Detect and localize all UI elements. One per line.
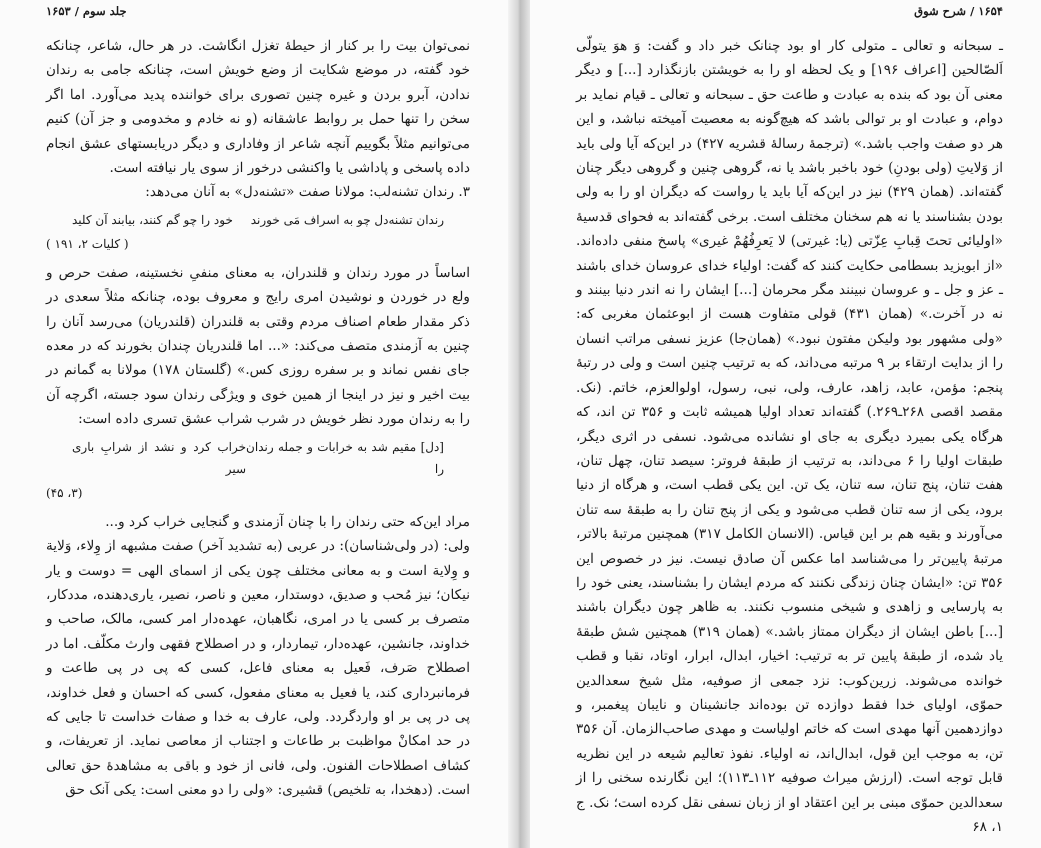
running-head: ۱۶۵۴ / شرح شوق [914, 4, 1003, 18]
paragraph: نمی‌توان بیت را بر کنار از حیطهٔ تغزل انگاشت. در هر حال، شاعر، چنانکه خود گفته، در موضع شکایت از وضع خویش است، چنانکه جامی به رندان ندادن، آبرو بردن و غیره چنین تصوری برای خواننده پدید می‌آورد. اما اگر سخن را تنها حمل بر روابط عاشقانه (و نه خادم و مخدومی و جز آن) کنیم می‌توانیم مثلاً بگوییم آنچه شاعر از وفاداری و دیگر دریابستهای عشق انجام داده پاسخی و پاداشی یا واکنشی درخور از سوی یار نیافته است. [46, 38, 470, 177]
left-page [0, 0, 508, 848]
body-text [576, 34, 1003, 839]
verse [46, 432, 470, 480]
hemistich: رندان تشنه‌دل چو به اسراف مَی خورند [250, 212, 444, 227]
body-text [46, 34, 470, 803]
running-head: جلد سوم / ۱۶۵۳ [46, 4, 127, 18]
verse-citation: (۳، ۴۵) [46, 485, 83, 500]
paragraph: اساساً در مورد رندان و قلندران، به معنای منفیِ نخستینه، صفت حرص و ولع در خوردن و نوشیدن امری رایج و معروف بوده، چنانکه مثلاً سعدی در ذکر مقدار طعام اصناف مردم وقتی به قلندران (قلندریان) می‌رسد آنان را چنین به آزمندی متصف می‌کند: «... اما قلندریان چندان بخورند که در معده جای نفس نماند و بر سفره روزی کس.» (گلستان ۱۷۸) مولانا به گمانم در بیت اخیر و نیز در اینجا از همین خوی و ویژگی رندان سود جسته، اگرچه آن را به رندان مورد نظر خویش در شرب شراب عشق تسری داده است: [46, 264, 470, 428]
hemistich: خراب کرد و نشد از شرابِ باری سیر [72, 439, 247, 476]
verse [46, 205, 470, 231]
paragraph: ولی: (در ولی‌شناسان): در عربی (به تشدید آخر) صفت مشبهه از وِلاء، وَلایة و وِلایة است و به معانی مختلف چون یکی از اسمای الهی = دوست و یار نیکان؛ نیز مُحب و صدیق، دوستدار، معین و ناصر، نصیر، یاری‌دهنده، مددکار، متصرف بر کسی یا در امری، نگاهبان، عهده‌دار امر کسی، مالک، صاحب و خداوند، جانشین، عهده‌دار، تیماردار، و در اصطلاح فقهی وارث مکلّف. اما در اصطلاح صَرف، فَعیل به معنای فاعل، کسی که پی در پی طاعت و فرمانبرداری کند، یا فعیل به معنای مفعول، کسی که احسان و فعل خداوند، پی در پی بر او واردگردد. ولی، عارف به خدا و صفات خداست تا جایی که در حد امکانْ مواظبت بر طاعات و اجتناب از معاصی نماید. از تعریفات، و کشاف اصطلاحات الفنون. ولی، فانی از خود و باقی به مشاهدهٔ حق تعالی است. (دهخدا، به تلخیص) قشیری: «ولی را دو معنی است: یکی آنک حق [46, 538, 470, 799]
hemistich: [دل] مقیم شد به خرابات و جمله رندان را [246, 439, 444, 476]
book-gutter [508, 0, 530, 848]
paragraph: ۳. رندان تشنه‌لب: مولانا صفت «تشنه‌دل» به آنان می‌دهد: [145, 184, 470, 201]
verse-citation: ( کلیات ۲، ۱۹۱ ) [46, 236, 129, 251]
right-page [530, 0, 1041, 848]
paragraph: ـ سبحانه و تعالی ـ متولی کار او بود چنانک خبر داد و گفت: وَ هوَ یتولّی اَلصّالحین [اعراف ۱۹۶] و یک لحظه او را به خویشتن بازنگذارد [...] و دیگر معنی آن بود که بنده به عبادت و طاعت حق ـ سبحانه و تعالی ـ قیام نماید بر دوام، و عبادت او بر توالی باشد که هیچ‌گونه به معصیت آمیخته نباشد، و این هر دو صفت واجب باشد.» (ترجمهٔ رسالهٔ قشریه ۴۲۷) در این‌که آیا ولی باید از وَلایتِ (ولی بودنِ) خود باخبر باشد یا نه، گروهی چنین و گروهی دیگر چنان گفته‌اند. (همان ۴۲۹) نیز در این‌که آیا باید یا رواست که دیگران او را به ولی بودن بشناسند یا نه هم سخنان مختلف است. برخی گفته‌اند به فحوای قدسیهٔ «اولیائی تحتَ قِبابِ عِزّتی (یا: غیرتی) لا یَعرِفُهُمْ غیری» پاسخ منفی داده‌اند. «از ابویزید بسطامی حکایت کنند که گفت: اولیاء خدای عروسان خدای باشند ـ عز و جل ـ و عروسان نبینند مگر محرمان [...] ایشان را نه اندر دنیا بینند و نه در آخرت.» (همان ۴۳۱) قولی متفاوت هست از ابوعثمان مغربی که: «ولی مشهور بود ولیکن مفتون نبود.» (همان‌جا) عزیز نسفی مراتب انسان را از بدایت ارتقاء بر ۹ مرتبه می‌داند، که به ترتیب چنین است و ولی در رتبهٔ پنجم: مؤمن، عابد، زاهد، عارف، ولی، نبی، رسول، اولوالعزم، خاتم. (نک. مقصد اقصی ۲۶۸ـ۲۶۹.) گفته‌اند تعداد اولیا همیشه ثابت و ۳۵۶ تن اند، که هرگاه یکی بمیرد دیگری به جای او نشانده می‌شود. نسفی در اثری دیگر، طبقات اولیا را ۶ می‌داند، به ترتیب از طبقهٔ فروتر: سیصد تنان، چهل تنان، هفت تنان، پنج تنان، سه تنان، یک تن. این یکی قطب است، و هرگاه از دنیا برود، یکی از سه تنان قطب می‌شود و یکی از پنج تنان را به طبقهٔ سه تنان می‌آورند و بقیه هم بر این قیاس. (الانسان الکامل ۳۱۷) همچنین مرتبهٔ بالاتر، مرتبهٔ پایین‌تر را می‌شناسد اما عکس آن صادق نیست. نیز در خصوص این ۳۵۶ تن: «ایشان چنان زندگی نکنند که مردم ایشان را بشناسند، یعنی خود را به پارسایی و زاهدی و شیخی منسوب نکنند. به ظاهر چون دیگران باشند [...] باطن ایشان از دیگران ممتاز باشد.» (همان ۳۱۹) همچنین شش طبقهٔ یاد شده، از طبقهٔ پایین تر به ترتیب: اخیار، ابدال، ابرار، اوتاد، نقبا و قطب خوانده می‌شوند. زرین‌کوب: نزد جمعی از صوفیه، مثل شیخ سعدالدین حموّی، اولیای خدا فقط دوازده تن بوده‌اند جانشینان و نایبان پیغمبر، و دوازدهمین آنها مهدی است که خاتم اولیاست و مهدی صاحب‌الزمان. آن ۳۵۶ تن، به موجب این قول، ابدال‌اند، نه اولیاء. نفوذ تعالیم شیعه در این نظریه قابل توجه است. (ارزش میراث صوفیه ۱۱۲ـ۱۱۳)؛ این نگارنده سخنی را از سعدالدین حموّی مبنی بر این اعتقاد او از زبان نسفی نقل کرده است؛ نک. ج ۱، ۶۸ [575, 38, 1004, 835]
paragraph: مراد این‌که حتی رندان را با چنان آزمندی و گنجایی خراب کرد و... [105, 513, 470, 530]
hemistich: خود را چو گم کنند، بیابند آن کلید [72, 212, 233, 227]
